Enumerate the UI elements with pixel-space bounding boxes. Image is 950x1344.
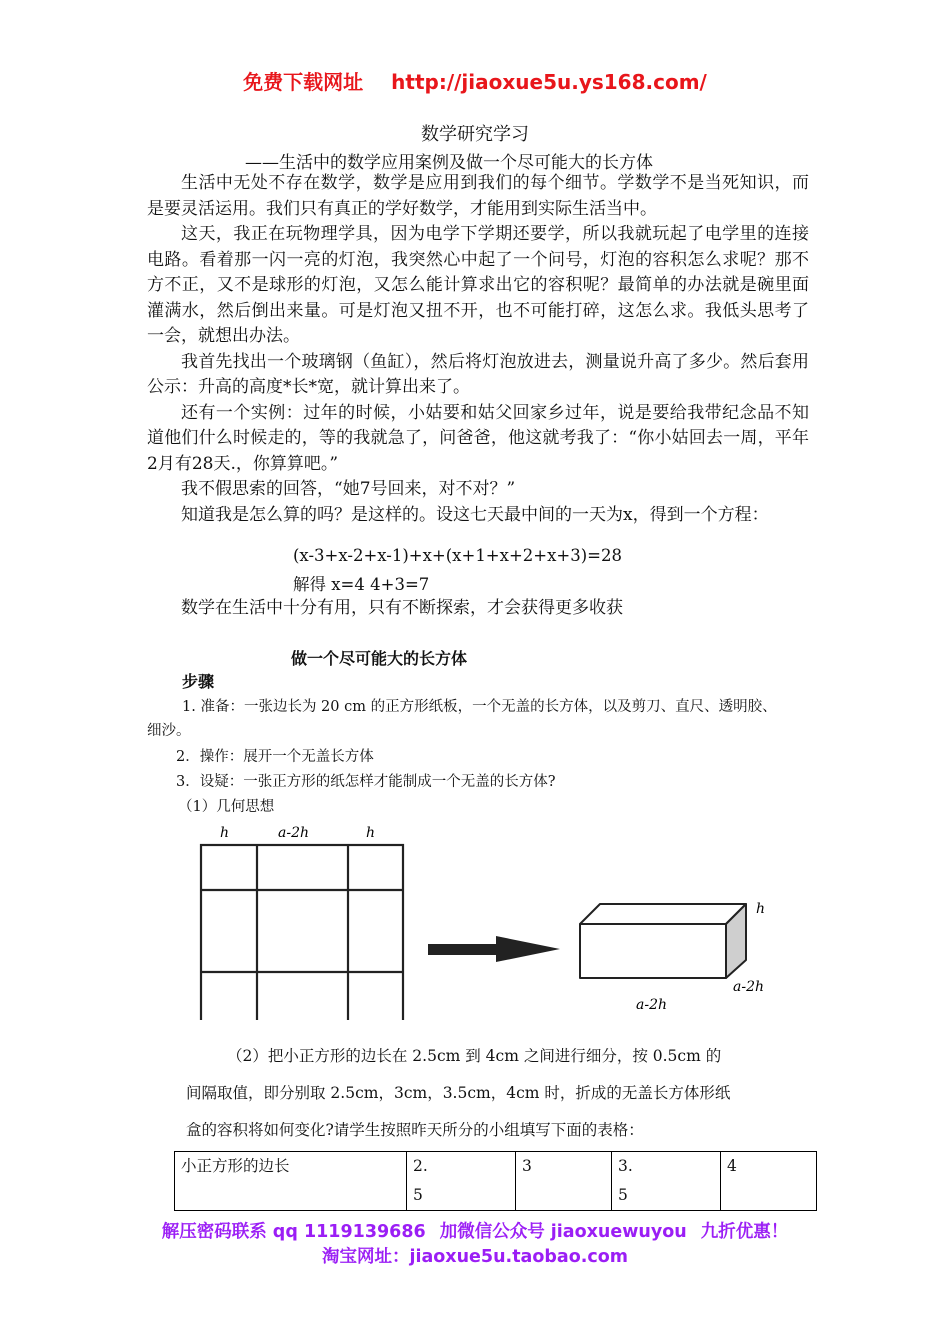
table-cell: 2. 5 bbox=[407, 1152, 516, 1211]
footer-discount: 九折优惠！ bbox=[700, 1222, 789, 1242]
document-title: 数学研究学习 bbox=[421, 124, 529, 145]
equation: (x-3+x-2+x-1)+x+(x+1+x+2+x+3)=28 bbox=[293, 546, 622, 565]
download-url-link[interactable]: http://jiaoxue5u.ys168.com/ bbox=[391, 70, 707, 94]
step-2: 2．操作：展开一个无盖长方体 bbox=[176, 749, 374, 765]
footer-taobao-link[interactable]: 淘宝网址：jiaoxue5u.taobao.com bbox=[321, 1247, 629, 1267]
sub-step-2-line-1: （2）把小正方形的边长在 2.5cm 到 4cm 之间进行细分，按 0.5cm 的 bbox=[227, 1047, 722, 1065]
label-h-box: h bbox=[756, 901, 766, 917]
table-header-cell: 小正方形的边长 bbox=[175, 1152, 407, 1211]
label-a2h-depth: a-2h bbox=[733, 979, 765, 995]
box-net-figure bbox=[190, 820, 790, 1020]
volume-table bbox=[174, 1151, 817, 1211]
document-subtitle: ——生活中的数学应用案例及做一个尽可能大的长方体 bbox=[245, 153, 653, 173]
footer-password-contact: 解压密码联系 qq 1119139686 bbox=[161, 1222, 426, 1242]
paragraph: 生活中无处不存在数学，数学是应用到我们的每个细节。学数学不是当死知识，而是要灵活运用。我们只有真正的学好数学，才能用到实际生活当中。 bbox=[147, 173, 809, 219]
label-a2h-top: a-2h bbox=[278, 825, 310, 841]
step-3: 3．设疑：一张正方形的纸怎样才能制成一个无盖的长方体? bbox=[176, 774, 556, 790]
step-1-line-1: 1. 准备：一张边长为 20 cm 的正方形纸板，一个无盖的长方体，以及剪刀、直尺、透明胶、 bbox=[182, 699, 777, 715]
table-cell: 3 bbox=[516, 1152, 612, 1211]
square-net bbox=[201, 845, 403, 1020]
table-row bbox=[175, 1152, 817, 1211]
steps-heading: 步骤 bbox=[182, 672, 215, 691]
table-cell: 3. 5 bbox=[612, 1152, 721, 1211]
arrow-icon bbox=[428, 936, 560, 962]
step-1-line-2: 细沙。 bbox=[147, 723, 191, 739]
paragraph: 还有一个实例：过年的时候，小姑要和姑父回家乡过年，说是要给我带纪念品不知道他们什么时候走的，等的我就急了，问爸爸，他这就考我了：“你小姑回去一周，平年2月有28天.，你算算吧。” bbox=[147, 402, 809, 474]
footer-contact bbox=[0, 1218, 950, 1243]
paragraph: 我首先找出一个玻璃钢（鱼缸），然后将灯泡放进去，测量说升高了多少。然后套用公示：升高的高度*长*宽，就计算出来了。 bbox=[147, 351, 809, 397]
download-header bbox=[0, 66, 950, 95]
conclusion: 数学在生活中十分有用，只有不断探索，才会获得更多收获 bbox=[181, 598, 623, 618]
sub-step-1: （1）几何思想 bbox=[178, 799, 275, 815]
conclusion-block bbox=[147, 596, 809, 622]
cuboid-box bbox=[580, 904, 746, 978]
paragraph: 知道我是怎么算的吗？是这样的。设这七天最中间的一天为x，得到一个方程： bbox=[181, 504, 769, 525]
download-label: 免费下载网址 bbox=[243, 70, 364, 94]
paragraph: 我不假思索的回答，“她7号回来，对不对？” bbox=[181, 479, 516, 499]
table-cell: 4 bbox=[721, 1152, 817, 1211]
essay-body bbox=[147, 171, 809, 528]
sub-step-2-line-2: 间隔取值，即分别取 2.5cm，3cm，3.5cm，4cm 时，折成的无盖长方体形纸 bbox=[186, 1084, 731, 1102]
solution: 解得 x=4 4+3=7 bbox=[293, 575, 430, 594]
label-h-left: h bbox=[220, 825, 230, 841]
footer-wechat: 加微信公众号 jiaoxuewuyou bbox=[439, 1222, 687, 1242]
sub-step-2-line-3: 盒的容积将如何变化?请学生按照昨天所分的小组填写下面的表格： bbox=[186, 1121, 644, 1139]
section-title: 做一个尽可能大的长方体 bbox=[291, 649, 468, 668]
label-h-right: h bbox=[366, 825, 376, 841]
paragraph: 这天，我正在玩物理学具，因为电学下学期还要学，所以我就玩起了电学里的连接电路。看着那一闪一亮的灯泡，我突然心中起了一个问号，灯泡的容积怎么求呢？那不方不正，又不是球形的灯泡，又怎么能计算求出它的容积呢？最简单的办法就是碗里面灌满水，然后倒出来量。可是灯泡又扭不开，也不可能打碎，这怎么求。我低头思考了一会，就想出办法。 bbox=[147, 224, 809, 346]
label-a2h-length: a-2h bbox=[636, 997, 668, 1013]
